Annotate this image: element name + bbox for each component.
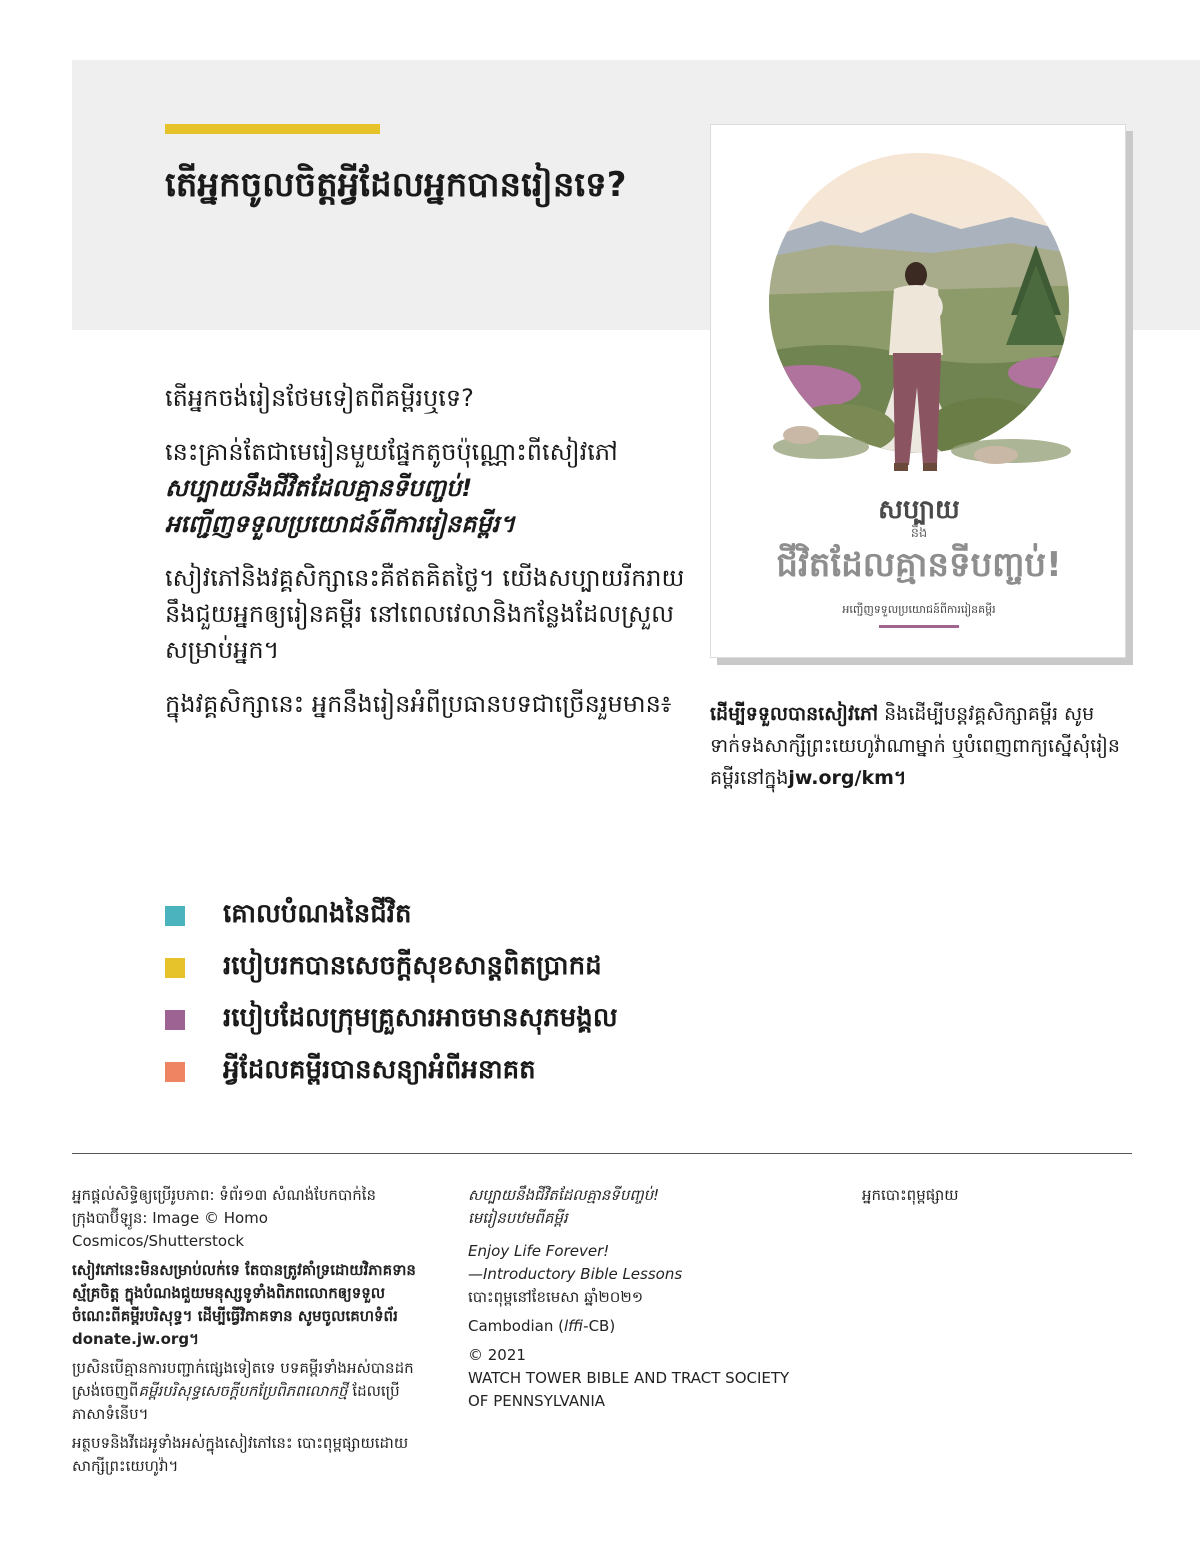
topic-bullet bbox=[165, 906, 185, 926]
copyright bbox=[468, 1344, 828, 1413]
topic-label: របៀបរកបានសេចក្ដីសុខសាន្តពិតប្រាកដ bbox=[223, 951, 602, 981]
cover-title-line-2: នឹង bbox=[910, 526, 928, 541]
print-date: បោះពុម្ពនៅខែមេសា ឆ្នាំ២០២១ bbox=[468, 1288, 644, 1306]
footer-column-1 bbox=[72, 1184, 417, 1484]
lesson-paragraph bbox=[165, 434, 705, 542]
topics-intro: ក្នុងវគ្គសិក្សានេះ អ្នកនឹងរៀនអំពីប្រធានបទជាច្រើនរួមមាន៖ bbox=[165, 690, 672, 718]
footer-column-3 bbox=[862, 1184, 1142, 1213]
copyright-owner-2: OF PENNSYLVANIA bbox=[468, 1392, 606, 1410]
bible-note-text: ប្រសិនបើគ្មានការបញ្ជាក់ផ្សេងទៀតទេ បទគម្ពីរទាំងអស់បានដកស្រង់ចេញពី bbox=[72, 1359, 414, 1400]
language-label: Cambodian ( bbox=[468, 1317, 564, 1335]
page-title: តើអ្នកចូលចិត្តអ្វីដែលអ្នកបានរៀនទេ? bbox=[165, 165, 627, 205]
lesson-text: នេះគ្រាន់តែជាមេរៀនមួយផ្នែកតូចប៉ុណ្ណោះពីសៀវភៅ bbox=[165, 438, 618, 466]
en-title bbox=[468, 1240, 828, 1309]
request-paragraph bbox=[710, 698, 1140, 794]
language-suffix: -CB) bbox=[583, 1317, 616, 1335]
copyright-owner-1: WATCH TOWER BIBLE AND TRACT SOCIETY bbox=[468, 1369, 790, 1387]
topic-label: របៀបដែលក្រុមគ្រួសារអាចមានសុភមង្គល bbox=[223, 1003, 618, 1033]
publisher-note: អត្ថបទនិងវីដេអូទាំងអស់ក្នុងសៀវភៅនេះ បោះពុម្ពផ្សាយដោយសាក្សីព្រះយេហូវ៉ា។ bbox=[72, 1434, 409, 1475]
intro-question: តើអ្នកចង់រៀនថែមទៀតពីគម្ពីរឬទេ? bbox=[165, 384, 474, 412]
cover-title-line-1: សប្បាយ bbox=[878, 495, 960, 525]
donation-note: សៀវភៅនេះមិនសម្រាប់លក់ទេ តែបានត្រូវគាំទ្រដោយវិភាគទានស្ម័គ្រចិត្ត ក្នុងបំណងជួយមនុស្សទូទាំងពិភពលោកឲ្យទទួលចំណេះពីគម្ពីរបរិសុទ្ធ។ ដើម្បីធ្វើវិភាគទាន សូមចូលគេហទំព័រ donate.jw.org។ bbox=[72, 1261, 416, 1348]
language-code bbox=[468, 1315, 828, 1338]
topic-list bbox=[165, 890, 618, 1098]
km-title-line-1: សប្បាយនឹងជីវិតដែលគ្មានទីបញ្ចប់! bbox=[468, 1186, 660, 1204]
accent-bar bbox=[165, 124, 380, 134]
language-code-value: lffi bbox=[563, 1317, 584, 1335]
request-lead: ដើម្បីទទួលបានសៀវភៅ bbox=[710, 703, 879, 725]
request-text: និងដើម្បីបន្តវគ្គសិក្សាគម្ពីរ សូមទាក់ទងសាក្សីព្រះយេហូវ៉ាណាម្នាក់ ឬបំពេញពាក្យស្នើសុំរៀនគម្ពីរនៅក្នុង bbox=[710, 703, 1120, 789]
en-title-line-2: —Introductory Bible Lessons bbox=[468, 1265, 683, 1283]
book-cover bbox=[710, 124, 1126, 658]
en-title-line-1: Enjoy Life Forever! bbox=[468, 1242, 610, 1260]
bible-note bbox=[72, 1357, 417, 1426]
cover-subtitle: អញ្ជើញទទួលប្រយោជន៍ពីការរៀនគម្ពីរ bbox=[842, 603, 996, 616]
book-title-line-2: អញ្ជើញទទួលប្រយោជន៍ពីការរៀនគម្ពីរ។ bbox=[165, 510, 516, 538]
jw-link[interactable]: jw.org/km bbox=[788, 767, 894, 789]
topic-bullet bbox=[165, 1010, 185, 1030]
bible-note-end: ដែលប្រើភាសាទំនើប។ bbox=[72, 1382, 400, 1423]
cover-underline bbox=[879, 625, 959, 628]
intro-section bbox=[165, 380, 705, 740]
publisher-label: អ្នកបោះពុម្ពផ្សាយ bbox=[862, 1186, 959, 1204]
book-title-line-1: សប្បាយនឹងជីវិតដែលគ្មានទីបញ្ចប់! bbox=[165, 474, 473, 502]
km-title bbox=[468, 1184, 828, 1230]
free-course-paragraph: សៀវភៅនិងវគ្គសិក្សានេះគឺឥតគិតថ្លៃ។ យើងសប្បាយរីករាយនឹងជួយអ្នកឲ្យរៀនគម្ពីរ នៅពេលវេលានិងកន្លែងដែលស្រួលសម្រាប់អ្នក។ bbox=[165, 564, 685, 664]
footer-divider bbox=[72, 1153, 1132, 1154]
list-item bbox=[165, 890, 618, 942]
list-item bbox=[165, 1046, 618, 1098]
km-title-line-2: មេរៀនបឋមពីគម្ពីរ bbox=[468, 1209, 568, 1227]
cover-title-line-3: ជីវិតដែលគ្មានទីបញ្ចប់! bbox=[776, 545, 1062, 585]
bible-translation-name: គម្ពីរបរិសុទ្ធសេចក្ដីបកប្រែពិភពលោកថ្មី bbox=[138, 1382, 348, 1400]
topic-bullet bbox=[165, 958, 185, 978]
request-end: ។ bbox=[893, 767, 907, 789]
copyright-year: © 2021 bbox=[468, 1346, 526, 1364]
list-item bbox=[165, 994, 618, 1046]
topic-bullet bbox=[165, 1062, 185, 1082]
image-credit: អ្នកផ្ដល់សិទ្ធិឲ្យប្រើរូបភាព: ទំព័រ១៣ សំណង់បែកបាក់នៃក្រុងបាប៊ីឡូន: Image © Homo Cosmicos/Shutterstock bbox=[72, 1186, 377, 1250]
list-item bbox=[165, 942, 618, 994]
footer-column-2 bbox=[468, 1184, 828, 1419]
topic-label: គោលបំណងនៃជីវិត bbox=[223, 899, 412, 929]
topic-label: អ្វីដែលគម្ពីរបានសន្យាអំពីអនាគត bbox=[223, 1055, 536, 1085]
